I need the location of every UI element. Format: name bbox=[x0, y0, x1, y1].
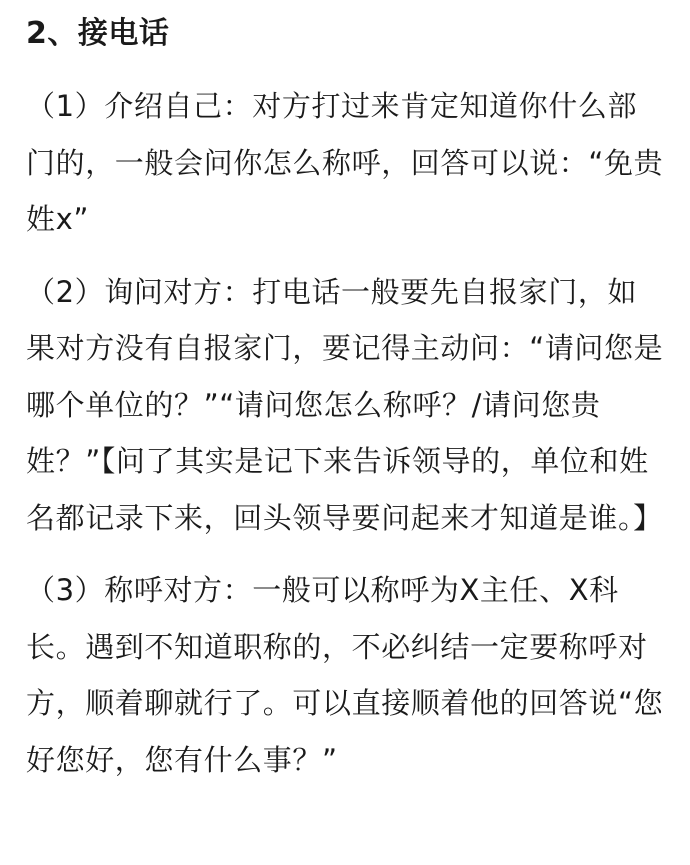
paragraph-ask-caller: （2）询问对方：打电话一般要先自报家门，如果对方没有自报家门，要记得主动问：“请问您是哪个单位的？”“请问您怎么称呼？/请问您贵姓？”【问了其实是记下来告诉领导的，单位和姓名都记录下来，回头领导要问起来才知道是谁。】 bbox=[26, 274, 664, 535]
paragraph-introduce-self: （1）介绍自己：对方打过来肯定知道你什么部门的，一般会问你怎么称呼，回答可以说：“免贵姓x” bbox=[26, 89, 664, 236]
section-heading: 2、接电话 bbox=[26, 16, 170, 51]
paragraph-address-caller: （3）称呼对方：一般可以称呼为X主任、X科长。遇到不知道职称的，不必纠结一定要称呼对方，顺着聊就行了。可以直接顺着他的回答说“您好您好，您有什么事？” bbox=[26, 573, 664, 777]
